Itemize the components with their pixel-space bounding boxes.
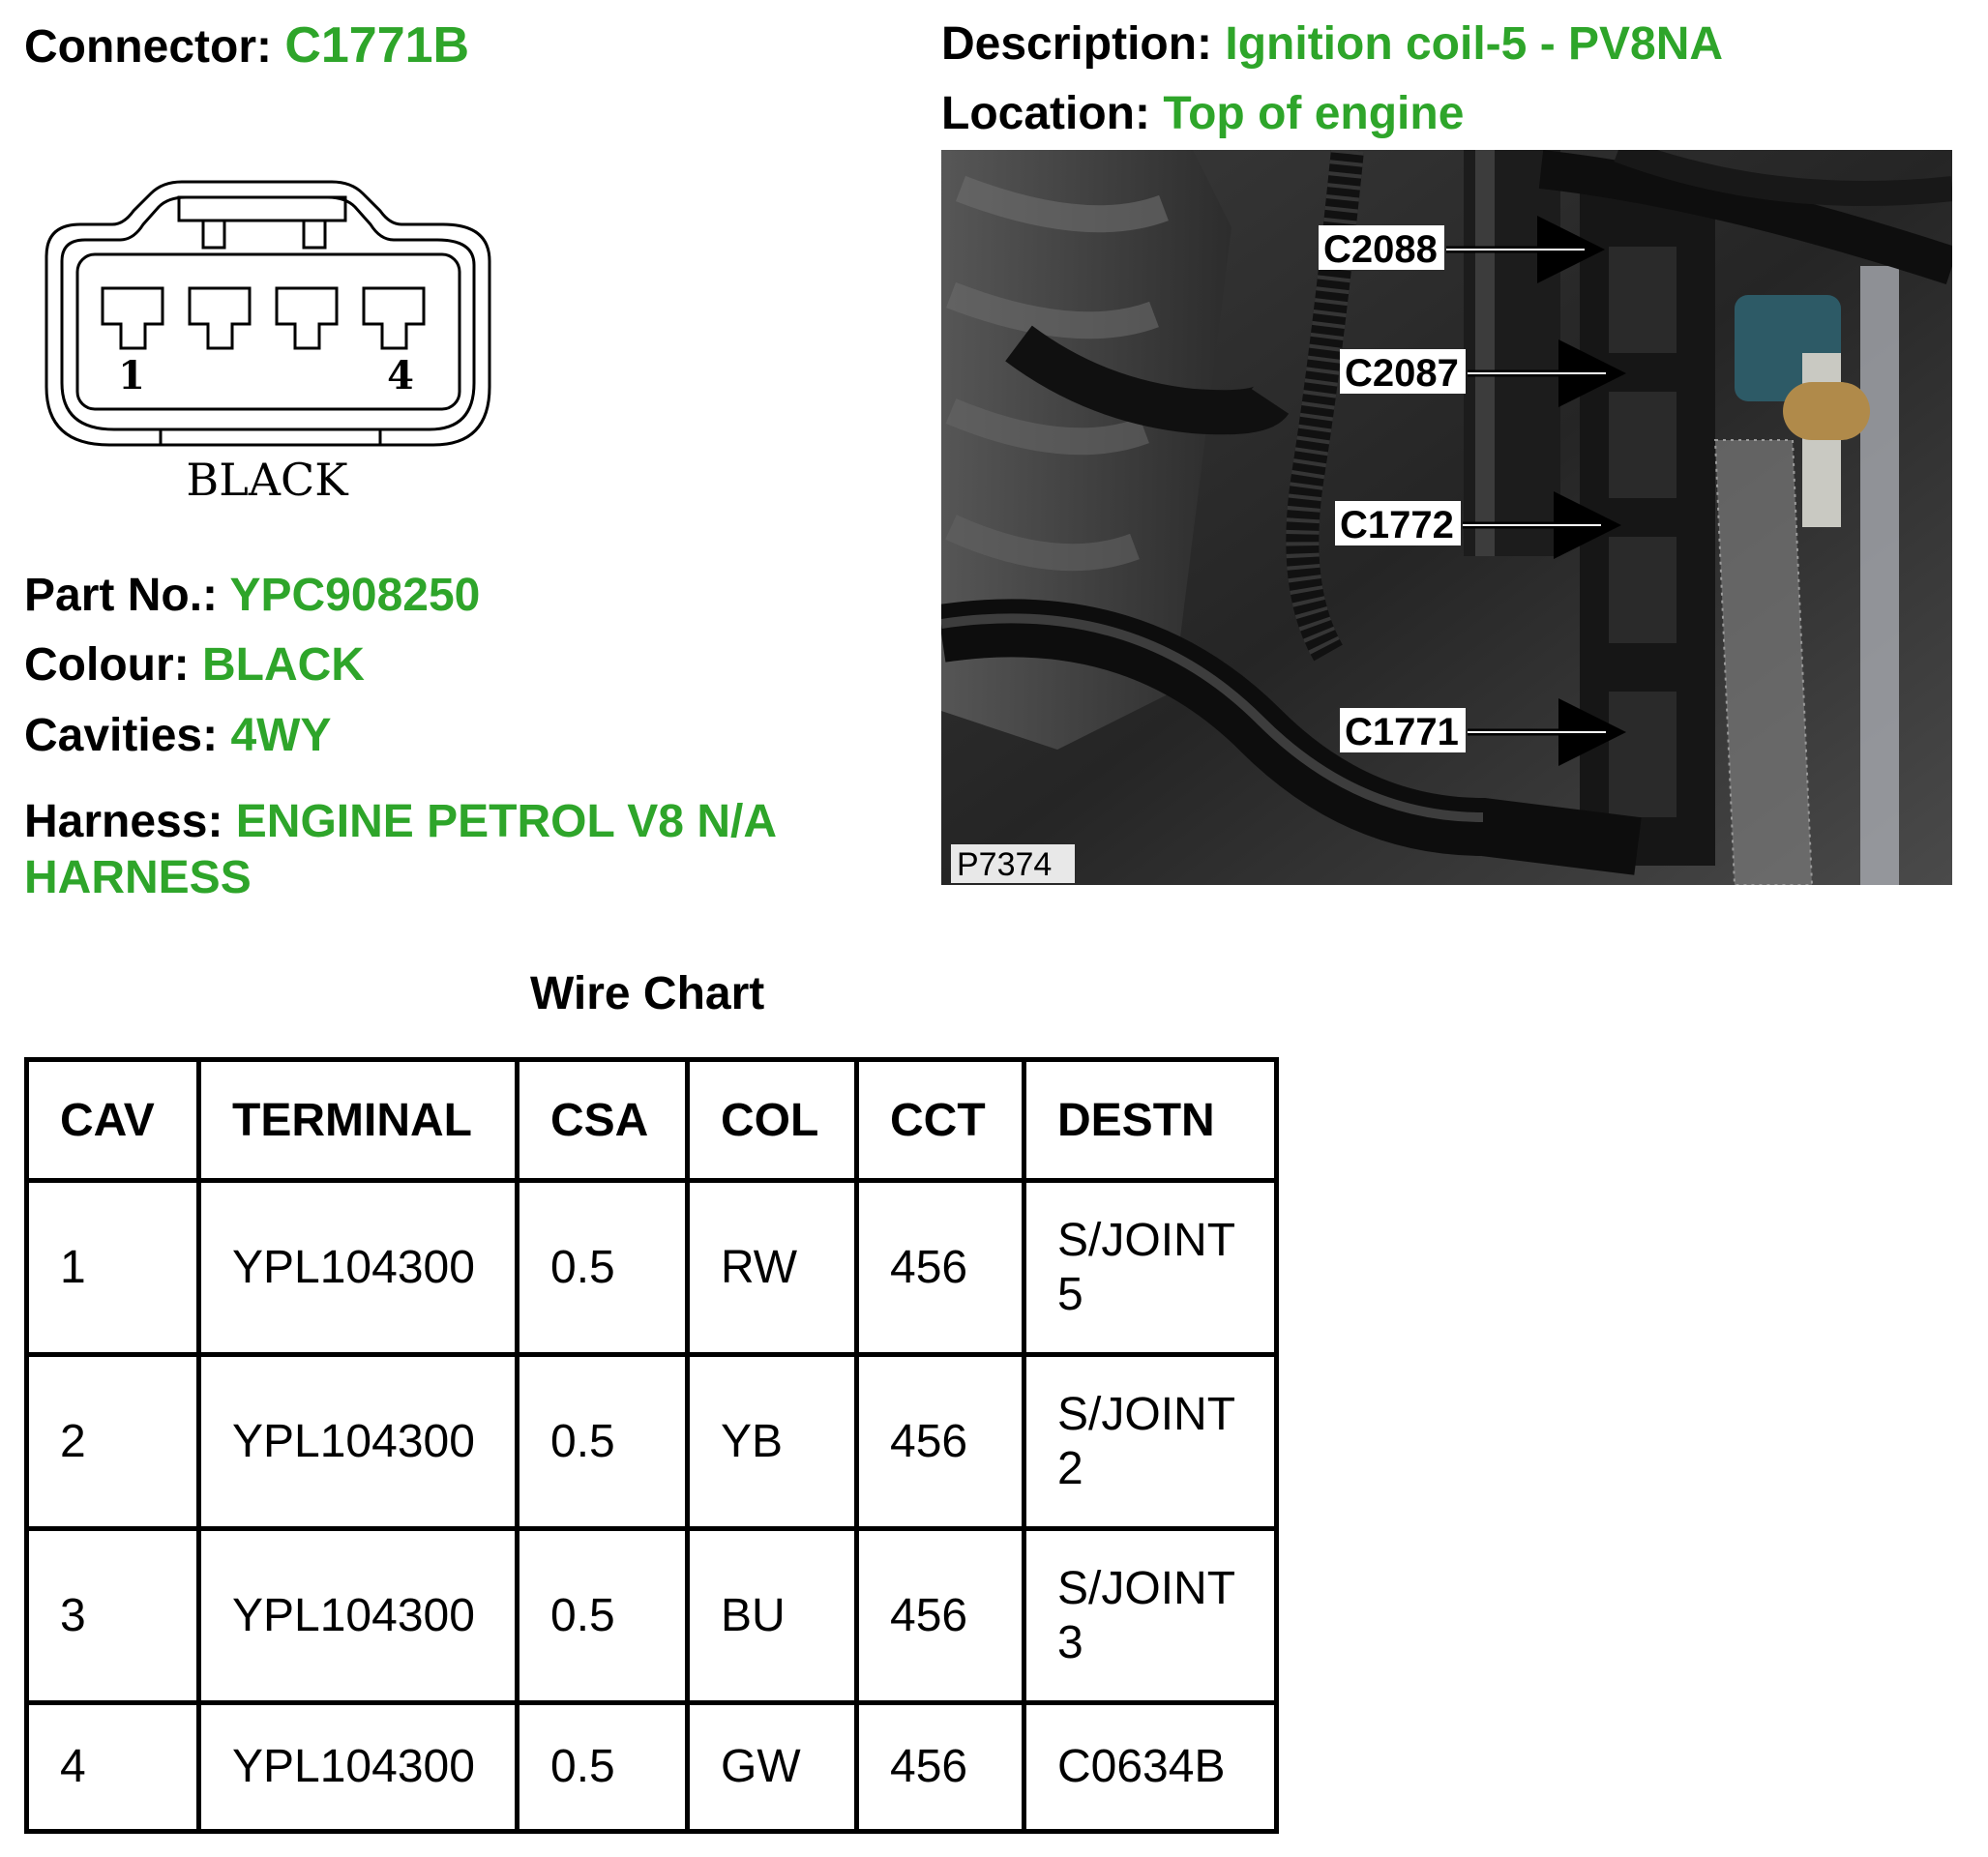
location-value: Top of engine [1163, 88, 1465, 139]
callout-c2087: C2087 [1345, 352, 1459, 395]
destn-line2: 5 [1057, 1268, 1083, 1320]
cell-csa: 0.5 [518, 1703, 688, 1832]
table-row [27, 1529, 1277, 1703]
header-cav: CAV [27, 1060, 199, 1181]
header-col: COL [688, 1060, 857, 1181]
description-label: Description: [941, 18, 1213, 70]
cell-csa: 0.5 [518, 1529, 688, 1703]
colour-field [24, 638, 365, 692]
header-csa: CSA [518, 1060, 688, 1181]
cell-cct: 456 [857, 1703, 1024, 1832]
destn-line2: 2 [1057, 1442, 1083, 1494]
colour-label: Colour: [24, 639, 190, 691]
cell-cav: 2 [27, 1355, 199, 1529]
cell-col: RW [688, 1181, 857, 1355]
part-no-value: YPC908250 [229, 570, 481, 621]
cell-col: GW [688, 1703, 857, 1832]
harness-value-line2: HARNESS [24, 852, 252, 903]
table-row [27, 1703, 1277, 1832]
cavities-value: 4WY [230, 710, 332, 761]
cell-cav: 1 [27, 1181, 199, 1355]
callout-c1771: C1771 [1345, 711, 1459, 753]
cell-cav: 4 [27, 1703, 199, 1832]
cell-terminal: YPL104300 [199, 1355, 518, 1529]
cell-terminal: YPL104300 [199, 1181, 518, 1355]
destn-line2: 3 [1057, 1616, 1083, 1668]
cell-destn [1024, 1355, 1277, 1529]
part-no-label: Part No.: [24, 570, 219, 621]
callout-c1772: C1772 [1340, 504, 1454, 546]
header-terminal: TERMINAL [199, 1060, 518, 1181]
cell-csa: 0.5 [518, 1355, 688, 1529]
cell-terminal: YPL104300 [199, 1703, 518, 1832]
cell-destn [1024, 1529, 1277, 1703]
cavities-field [24, 709, 331, 762]
connector-colour-caption: BLACK [186, 454, 348, 506]
harness-field [24, 795, 777, 848]
location-photo [941, 150, 1952, 885]
table-header-row [27, 1060, 1277, 1181]
cell-cav: 3 [27, 1529, 199, 1703]
pin-1-label: 1 [118, 353, 145, 398]
cell-cct: 456 [857, 1181, 1024, 1355]
part-no-field [24, 569, 480, 622]
cell-destn: C0634B [1024, 1703, 1277, 1832]
cell-col: BU [688, 1529, 857, 1703]
cavities-label: Cavities: [24, 710, 219, 761]
callout-c2088: C2088 [1323, 228, 1438, 271]
cell-cct: 456 [857, 1529, 1024, 1703]
cell-csa: 0.5 [518, 1181, 688, 1355]
pin-4-label: 4 [387, 353, 414, 398]
connector-label: Connector: [24, 21, 272, 73]
destn-line1: S/JOINT [1057, 1389, 1236, 1441]
location-field [941, 87, 1464, 140]
table-row [27, 1355, 1277, 1529]
wire-chart-title: Wire Chart [530, 968, 765, 1019]
connector-field [24, 17, 469, 75]
harness-value-line1: ENGINE PETROL V8 N/A [235, 796, 777, 847]
header-cct: CCT [857, 1060, 1024, 1181]
cell-col: YB [688, 1355, 857, 1529]
cell-destn [1024, 1181, 1277, 1355]
cell-terminal: YPL104300 [199, 1529, 518, 1703]
table-row [27, 1181, 1277, 1355]
connector-face-diagram [27, 164, 511, 513]
description-field [941, 17, 1723, 71]
cell-cct: 456 [857, 1355, 1024, 1529]
wire-chart-table [24, 1057, 1279, 1834]
destn-line1: S/JOINT [1057, 1215, 1236, 1267]
destn-line1: S/JOINT [1057, 1563, 1236, 1615]
connector-value: C1771B [284, 17, 470, 74]
photo-reference: P7374 [957, 846, 1053, 883]
header-destn: DESTN [1024, 1060, 1277, 1181]
location-label: Location: [941, 88, 1150, 139]
colour-value: BLACK [201, 639, 365, 691]
description-value: Ignition coil-5 - PV8NA [1225, 18, 1724, 70]
harness-label: Harness: [24, 796, 223, 847]
